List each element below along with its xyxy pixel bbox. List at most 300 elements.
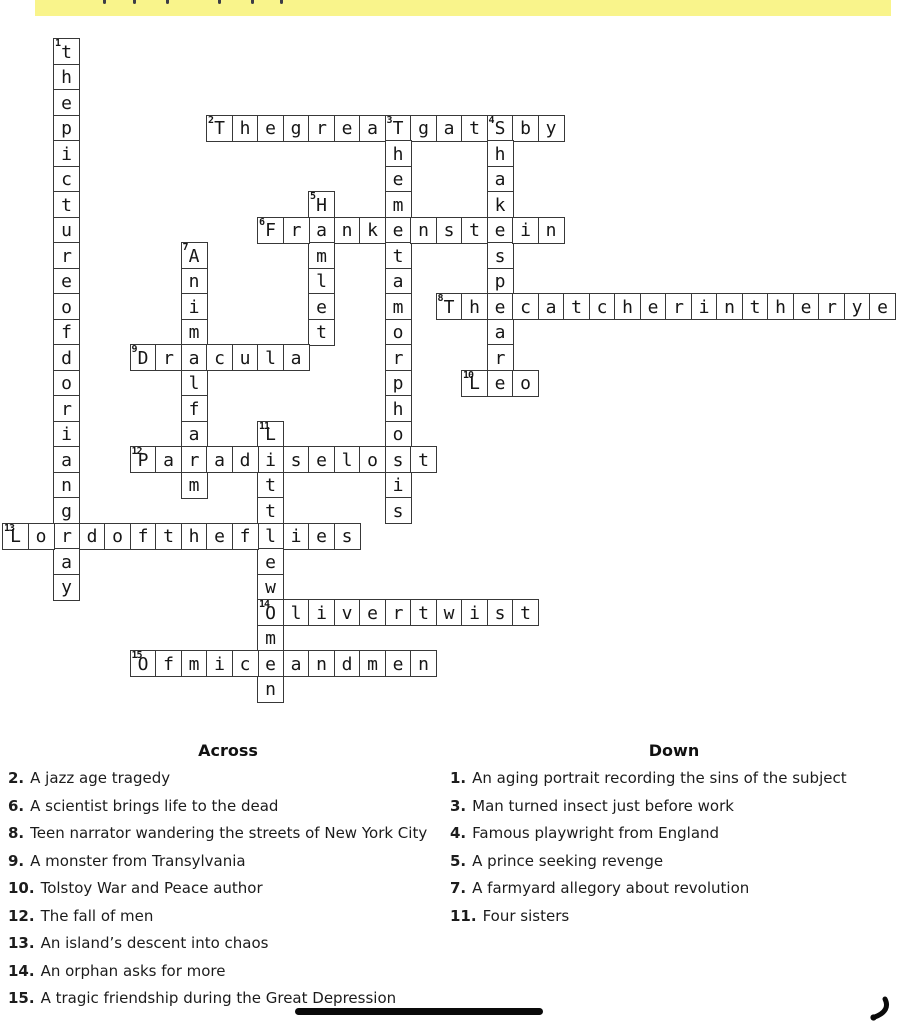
cell-letter: m: [188, 322, 200, 343]
grid-cell: [538, 217, 565, 244]
cell-letter: s: [392, 449, 404, 471]
clue-number: 10.: [8, 879, 35, 897]
cell-letter: f: [137, 526, 149, 547]
cell-number: 5: [310, 191, 316, 202]
cell-letter: r: [61, 526, 72, 547]
cell-letter: o: [520, 373, 531, 394]
cell-letter: a: [290, 653, 302, 675]
clue-down-3: [450, 797, 898, 816]
cell-number: 10: [463, 369, 474, 381]
cell-letter: t: [469, 220, 480, 241]
cell-letter: o: [367, 449, 378, 471]
cell-letter: l: [265, 347, 276, 369]
cell-letter: w: [265, 577, 276, 598]
clue-across-6: [8, 797, 448, 816]
cell-letter: T: [443, 296, 455, 318]
cell-letter: n: [265, 679, 276, 700]
grid-cell: [283, 650, 310, 677]
grid-cell: [385, 446, 412, 473]
cell-letter: t: [749, 296, 761, 318]
cell-letter: O: [265, 602, 276, 624]
cell-letter: n: [316, 653, 327, 675]
grid-cell: [257, 676, 284, 703]
cell-letter: y: [61, 577, 72, 598]
cell-letter: e: [800, 296, 812, 318]
cell-letter: d: [61, 347, 72, 369]
grid-cell: [461, 370, 488, 397]
cell-letter: h: [622, 296, 633, 318]
grid-cell: [385, 497, 412, 524]
grid-cell: [512, 370, 539, 397]
grid-cell: [283, 599, 310, 626]
cell-letter: a: [545, 296, 557, 318]
clue-number: 8.: [8, 824, 25, 842]
grid-cell: [359, 115, 386, 142]
cell-letter: t: [61, 194, 72, 216]
grid-cell: [436, 293, 463, 320]
clue-number: 3.: [450, 796, 467, 815]
grid-cell: [436, 217, 463, 244]
grid-cell: [436, 599, 463, 626]
grid-cell: [436, 115, 463, 142]
grid-cell: [640, 293, 667, 320]
grid-cell: [130, 446, 157, 473]
clue-down-5: [450, 852, 898, 871]
cell-letter: o: [392, 322, 404, 343]
cell-letter: a: [367, 118, 378, 139]
cell-letter: e: [265, 551, 276, 573]
cell-letter: g: [290, 118, 302, 139]
cell-letter: r: [392, 347, 404, 369]
cell-number: 6: [259, 216, 265, 228]
grid-cell: [53, 268, 80, 295]
grid-cell: [487, 319, 514, 346]
grid-cell: [206, 446, 233, 473]
grid-cell: [487, 242, 514, 269]
clues-down-header: Down: [648, 741, 700, 760]
grid-cell: [53, 523, 80, 550]
cell-letter: e: [265, 118, 276, 139]
cell-letter: n: [341, 220, 353, 241]
cell-letter: e: [877, 296, 888, 318]
grid-cell: [461, 599, 488, 626]
cell-letter: i: [61, 143, 72, 165]
cell-letter: l: [290, 602, 302, 624]
grid-cell: [385, 268, 412, 295]
clue-number: 2.: [8, 769, 25, 787]
cell-letter: a: [61, 449, 72, 471]
grid-cell: [53, 395, 80, 422]
grid-cell: [308, 217, 335, 244]
grid-cell: [283, 344, 310, 371]
grid-cell: [257, 497, 284, 524]
grid-cell: [257, 217, 284, 244]
cell-letter: r: [826, 296, 837, 318]
grid-cell: [257, 421, 284, 448]
grid-cell: [844, 293, 871, 320]
cell-letter: a: [214, 449, 225, 471]
grid-cell: [181, 472, 208, 499]
grid-cell: [385, 395, 412, 422]
grid-cell: [53, 140, 80, 167]
cell-letter: L: [469, 373, 480, 394]
grid-cell: [232, 115, 259, 142]
grid-cell: [181, 395, 208, 422]
text-descender-fragment: [133, 0, 136, 4]
cell-letter: h: [469, 296, 480, 318]
cell-letter: e: [61, 271, 72, 292]
grid-cell: [487, 268, 514, 295]
cell-letter: a: [188, 347, 200, 369]
cell-letter: a: [494, 169, 506, 190]
cell-letter: f: [239, 526, 251, 547]
grid-cell: [512, 293, 539, 320]
grid-cell: [206, 344, 233, 371]
clue-across-9: [8, 852, 448, 871]
grid-cell: [793, 293, 820, 320]
cell-letter: k: [367, 220, 378, 241]
cell-letter: a: [188, 424, 200, 445]
cell-letter: u: [61, 220, 72, 241]
clue-down-1: [450, 769, 898, 788]
grid-cell: [538, 115, 565, 142]
cell-letter: t: [265, 500, 276, 522]
grid-cell: [487, 370, 514, 397]
clue-text: A farmyard allegory about revolution: [472, 879, 750, 897]
grid-cell: [155, 446, 182, 473]
grid-cell: [257, 574, 284, 601]
cell-letter: h: [494, 143, 506, 165]
clue-number: 12.: [8, 906, 35, 925]
grid-cell: [53, 38, 80, 65]
grid-cell: [181, 650, 208, 677]
cell-letter: b: [520, 118, 531, 139]
clue-text: A tragic friendship during the Great Depression: [40, 989, 397, 1007]
grid-cell: [334, 650, 361, 677]
clue-number: 5.: [450, 851, 467, 870]
cell-letter: f: [163, 653, 174, 675]
clue-number: 14.: [8, 961, 35, 980]
grid-cell: [308, 293, 335, 320]
text-descender-fragment: [251, 0, 254, 4]
cell-letter: r: [163, 347, 174, 369]
grid-cell: [385, 140, 412, 167]
clue-number: 1.: [450, 769, 467, 787]
grid-cell: [359, 217, 386, 244]
clues-down-column: [448, 741, 898, 1017]
cell-letter: r: [673, 296, 684, 318]
grid-cell: [487, 344, 514, 371]
cell-letter: t: [520, 602, 531, 624]
cell-letter: n: [418, 653, 429, 675]
clue-text: Tolstoy War and Peace author: [40, 879, 263, 897]
grid-cell: [232, 523, 259, 550]
clue-across-13: [8, 934, 448, 953]
cell-letter: P: [137, 449, 149, 471]
grid-cell: [104, 523, 131, 550]
cell-letter: e: [341, 118, 353, 139]
grid-cell: [308, 446, 335, 473]
cell-letter: p: [392, 373, 404, 394]
cell-number: 8: [437, 293, 443, 304]
cell-letter: h: [188, 526, 200, 547]
cell-number: 11: [259, 420, 270, 432]
cell-letter: n: [188, 271, 200, 292]
cell-letter: e: [316, 296, 327, 318]
grid-cell: [53, 89, 80, 116]
grid-cell: [385, 599, 412, 626]
cell-letter: s: [494, 602, 506, 624]
grid-cell: [53, 472, 80, 499]
cell-letter: t: [61, 41, 72, 63]
clue-number: 13.: [8, 934, 35, 952]
clue-text: Four sisters: [482, 906, 570, 925]
cell-letter: o: [392, 424, 404, 445]
grid-cell: [257, 344, 284, 371]
cell-letter: t: [571, 296, 582, 318]
grid-cell: [334, 599, 361, 626]
cell-letter: i: [265, 449, 276, 471]
highlight-banner: [35, 0, 891, 16]
cell-number: 7: [182, 242, 188, 253]
grid-cell: [385, 115, 412, 142]
ink-stroke-bar: [295, 1008, 543, 1015]
clue-text: A jazz age tragedy: [30, 769, 171, 787]
grid-cell: [308, 115, 335, 142]
grid-cell: [334, 217, 361, 244]
grid-cell: [385, 344, 412, 371]
grid-cell: [410, 115, 437, 142]
grid-cell: [818, 293, 845, 320]
cell-letter: A: [188, 245, 200, 267]
grid-cell: [385, 166, 412, 193]
cell-letter: m: [265, 628, 276, 649]
cell-letter: i: [290, 526, 302, 547]
grid-cell: [130, 650, 157, 677]
clues-across-header: Across: [198, 741, 258, 760]
cell-letter: e: [494, 220, 506, 241]
cell-number: 2: [208, 114, 214, 126]
cell-letter: i: [214, 653, 225, 675]
cell-letter: a: [392, 271, 404, 292]
cell-letter: e: [61, 92, 72, 114]
grid-cell: [385, 217, 412, 244]
grid-cell: [410, 217, 437, 244]
cell-letter: D: [137, 347, 149, 369]
cell-number: 9: [131, 344, 137, 355]
grid-cell: [487, 115, 514, 142]
cell-letter: h: [239, 118, 251, 139]
clue-text: Famous playwright from England: [472, 824, 720, 842]
grid-cell: [691, 293, 718, 320]
grid-cell: [79, 523, 106, 550]
clues-across-list: [8, 769, 448, 1008]
cell-letter: s: [290, 449, 302, 471]
grid-cell: [385, 421, 412, 448]
grid-cell: [283, 115, 310, 142]
grid-cell: [385, 472, 412, 499]
grid-cell: [716, 293, 743, 320]
grid-cell: [155, 650, 182, 677]
grid-cell: [53, 319, 80, 346]
cell-letter: r: [188, 449, 200, 471]
cell-letter: c: [239, 653, 251, 675]
grid-cell: [487, 140, 514, 167]
grid-cell: [359, 446, 386, 473]
grid-cell: [53, 293, 80, 320]
crossword-grid: [2, 38, 896, 703]
grid-cell: [308, 650, 335, 677]
grid-cell: [257, 548, 284, 575]
grid-cell: [257, 625, 284, 652]
grid-cell: [181, 421, 208, 448]
cell-number: 3: [386, 114, 392, 126]
clue-text: An orphan asks for more: [40, 961, 226, 980]
grid-cell: [181, 242, 208, 269]
cell-number: 12: [131, 446, 142, 457]
grid-cell: [181, 268, 208, 295]
grid-cell: [334, 115, 361, 142]
cell-letter: t: [418, 449, 429, 471]
cell-letter: d: [86, 526, 98, 547]
grid-cell: [512, 115, 539, 142]
cell-letter: o: [61, 373, 72, 394]
grid-cell: [53, 217, 80, 244]
grid-cell: [206, 650, 233, 677]
cell-letter: a: [61, 551, 72, 573]
grid-cell: [257, 115, 284, 142]
cell-letter: e: [392, 220, 404, 241]
clues-section: [0, 741, 898, 1017]
cell-letter: r: [316, 118, 327, 139]
cell-letter: i: [61, 424, 72, 445]
cell-letter: w: [443, 602, 455, 624]
grid-cell: [53, 191, 80, 218]
clue-number: 11.: [450, 906, 477, 925]
clue-number: 4.: [450, 824, 467, 842]
grid-cell: [385, 293, 412, 320]
grid-cell: [512, 217, 539, 244]
cell-letter: c: [61, 169, 72, 190]
cell-number: 1: [55, 38, 61, 49]
grid-cell: [563, 293, 590, 320]
grid-cell: [334, 523, 361, 550]
cell-letter: s: [494, 245, 506, 267]
grid-cell: [308, 599, 335, 626]
cell-letter: o: [61, 296, 72, 318]
grid-cell: [308, 242, 335, 269]
cell-letter: r: [494, 347, 506, 369]
cell-letter: n: [61, 475, 72, 496]
cell-number: 15: [131, 650, 142, 661]
clue-across-12: [8, 907, 448, 926]
cell-letter: g: [61, 500, 72, 522]
clues-down-list: [450, 769, 898, 926]
cell-letter: t: [392, 245, 404, 267]
cell-letter: m: [392, 194, 404, 216]
grid-cell: [359, 599, 386, 626]
cell-letter: c: [520, 296, 531, 318]
cell-letter: m: [367, 653, 378, 675]
clue-text: A prince seeking revenge: [472, 851, 664, 870]
cell-letter: m: [188, 653, 200, 675]
cell-letter: d: [341, 653, 353, 675]
grid-cell: [53, 242, 80, 269]
cell-letter: r: [290, 220, 302, 241]
grid-cell: [308, 319, 335, 346]
clue-text: An island’s descent into chaos: [40, 934, 269, 952]
grid-cell: [410, 650, 437, 677]
grid-cell: [767, 293, 794, 320]
cell-letter: O: [137, 653, 149, 675]
cell-letter: h: [775, 296, 786, 318]
cell-letter: k: [494, 194, 506, 216]
cell-letter: l: [188, 373, 200, 394]
grid-cell: [283, 446, 310, 473]
cell-letter: p: [61, 118, 72, 139]
grid-cell: [53, 115, 80, 142]
cell-letter: a: [494, 322, 506, 343]
cell-letter: e: [494, 373, 506, 394]
grid-cell: [308, 523, 335, 550]
grid-cell: [206, 115, 233, 142]
grid-cell: [2, 523, 29, 550]
grid-cell: [665, 293, 692, 320]
cell-letter: p: [494, 271, 506, 292]
grid-cell: [257, 472, 284, 499]
clue-across-8: [8, 824, 448, 843]
text-descender-fragment: [218, 0, 221, 4]
grid-cell: [614, 293, 641, 320]
cell-letter: e: [214, 526, 225, 547]
cell-letter: h: [392, 143, 404, 165]
grid-cell: [487, 166, 514, 193]
cell-letter: y: [545, 118, 557, 139]
cell-letter: a: [290, 347, 302, 369]
cell-letter: i: [469, 602, 480, 624]
cell-letter: e: [316, 526, 327, 547]
grid-cell: [181, 523, 208, 550]
grid-cell: [53, 166, 80, 193]
cell-letter: n: [724, 296, 735, 318]
cell-letter: n: [545, 220, 557, 241]
cell-letter: L: [265, 424, 276, 445]
cell-letter: H: [316, 194, 327, 216]
clue-text: A scientist brings life to the dead: [30, 796, 279, 815]
cell-letter: S: [494, 118, 506, 139]
clue-text: Teen narrator wandering the streets of New York City: [30, 824, 428, 842]
clue-across-15: [8, 989, 448, 1008]
grid-cell: [283, 217, 310, 244]
cell-letter: y: [851, 296, 863, 318]
grid-cell: [181, 446, 208, 473]
grid-cell: [385, 650, 412, 677]
cell-letter: e: [494, 296, 506, 318]
grid-cell: [487, 599, 514, 626]
grid-cell: [385, 319, 412, 346]
cell-letter: T: [392, 118, 404, 139]
cell-letter: e: [647, 296, 659, 318]
cell-letter: r: [61, 245, 72, 267]
grid-cell: [283, 523, 310, 550]
grid-cell: [308, 191, 335, 218]
cell-letter: c: [214, 347, 225, 369]
cell-letter: a: [443, 118, 455, 139]
cell-letter: i: [520, 220, 531, 241]
grid-cell: [461, 115, 488, 142]
cell-letter: i: [698, 296, 710, 318]
clue-text: A monster from Transylvania: [30, 851, 246, 870]
